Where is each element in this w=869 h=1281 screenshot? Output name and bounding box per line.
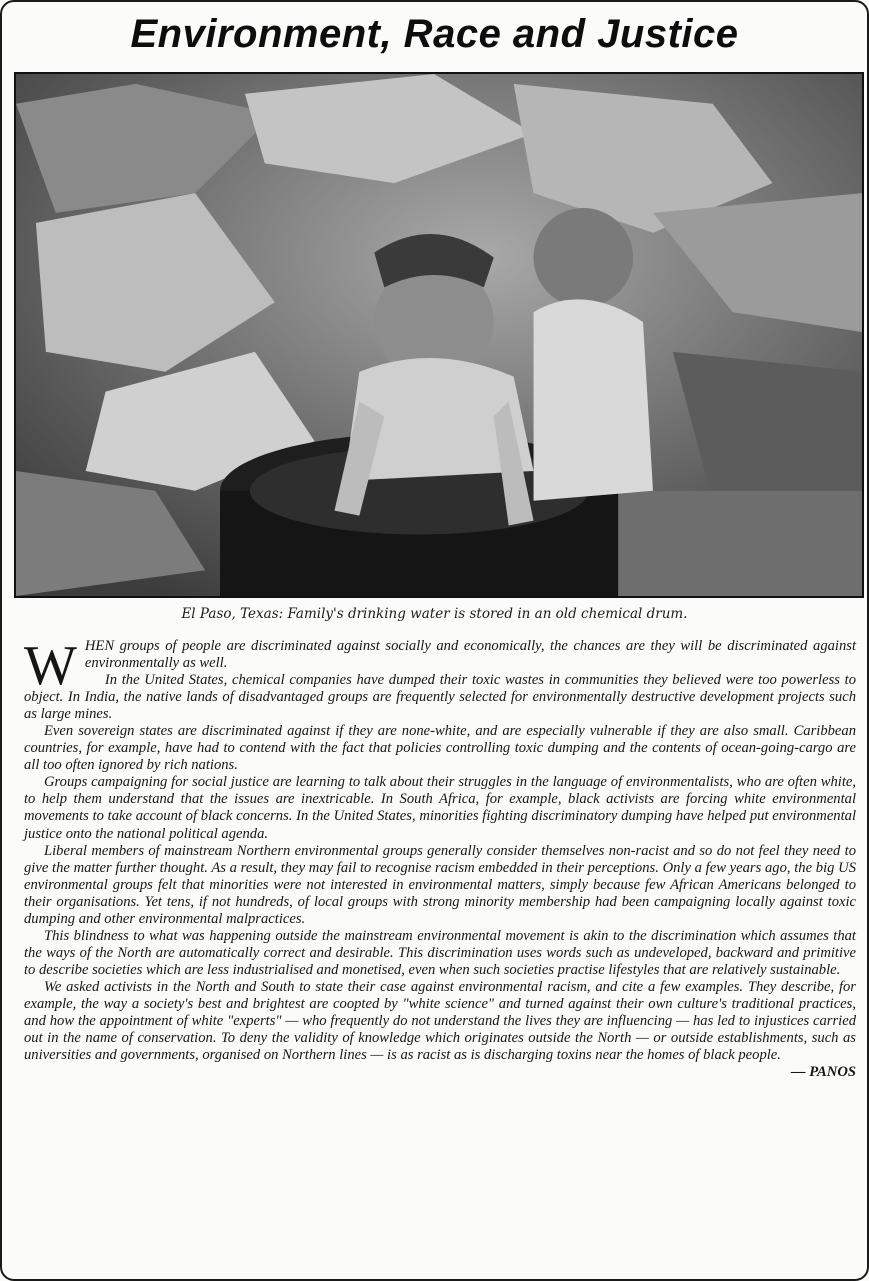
paragraph-text: We asked activists in the North and South to state their case against environmental racism, and cite a few examples. They describe, for example, the way a society's best and brightest are coopted by "white science" and turned against their own culture's traditional practices, and how the appointment of white "experts" — who frequently do not understand the lives they are influencing — has led to injustices carried out in the name of conservation. To deny the validity of knowledge which originates outside the North — or outside establishments, such as universities and governments, organised on Northern lines — is as racist as is discharging toxins near the homes of black people. (24, 978, 856, 1064)
article-paragraph: This blindness to what was happening outside the mainstream environmental movement is akin to the discrimination which assumes that the ways of the North are automatically correct and desirable. This discrimination uses words such as undeveloped, backward and primitive to describe societies which are less industrialised and monetised, even when such societies practise lifestyles that are relatively sustainable. (24, 927, 856, 978)
article-paragraph (24, 978, 856, 1081)
byline: — PANOS (790, 1064, 856, 1081)
article-photo (14, 72, 864, 598)
article-paragraph: Liberal members of mainstream Northern environmental groups generally consider themselves non-racist and so do not feel they need to give the matter further thought. As a result, they may fail to recognise racism embedded in their perceptions. Only a few years ago, the big US environmental groups felt that minorities were not interested in environmental matters, simply because few African Americans belonged to their organisations. Yet tens, if not hundreds, of local groups with strong minority membership had been campaigning locally against toxic dumping and other environmental malpractices. (24, 842, 856, 927)
article-paragraph: Groups campaigning for social justice are learning to talk about their struggles in the language of environmentalists, who are often white, to help them understand that the issues are inextricable. In South Africa, for example, black activists are forcing white environmental movements to take account of black concerns. In the United States, minorities fighting discriminatory dumping have helped put environmental justice onto the national political agenda. (24, 774, 856, 842)
article-paragraph: In the United States, chemical companies have dumped their toxic wastes in communities they believed were too powerless to object. In India, the native lands of disadvantaged groups are frequently selected for environmentally destructive development projects such as large mines. (24, 672, 856, 723)
article-paragraph: Even sovereign states are discriminated against if they are none-white, and are especially vulnerable if they are also small. Caribbean countries, for example, have had to contend with the fact that policies controlling toxic dumping and the contents of ocean-going-cargo are all too often ignored by rich nations. (24, 723, 856, 774)
article-paragraph (24, 635, 856, 697)
drop-cap: W (24, 635, 77, 697)
article-title: Environment, Race and Justice (130, 12, 739, 56)
photo-children-water-drum-icon (16, 74, 862, 596)
photo-caption: El Paso, Texas: Family's drinking water is stored in an old chemical drum. (181, 606, 688, 622)
article-body (24, 635, 856, 1081)
paragraph-text: HEN groups of people are discriminated against socially and economically, the chances are they will be discriminated against environmentally as well. (84, 638, 856, 672)
